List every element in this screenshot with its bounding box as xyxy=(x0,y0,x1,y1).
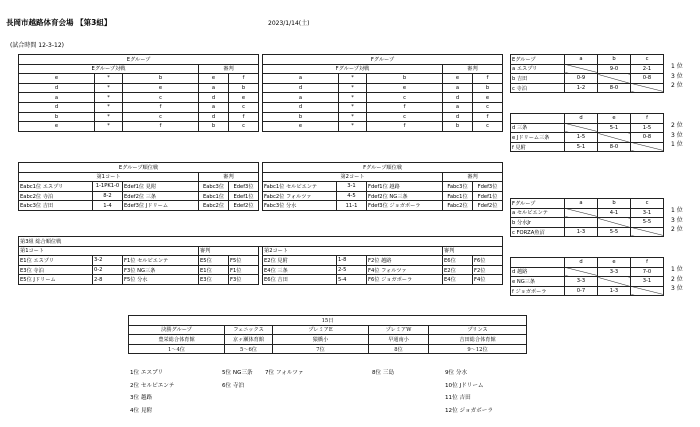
standing-row: b 分水Jr 5-5 xyxy=(511,218,664,228)
standing-row: b 吉田 0-9 0-8 xyxy=(511,74,664,84)
final-rank-item: 7位 フォルツァ xyxy=(265,370,304,376)
time-label: (試合時間 12-3-12) xyxy=(10,42,65,49)
standing-rank: 1 位 xyxy=(671,63,683,70)
group-e-title: Eグループ xyxy=(19,55,259,65)
rank-row: Eabc1位 エスプリ 1-1PK1-0 Edef1位 見附 Eabc3位 Edef3位 xyxy=(19,182,259,192)
standing-rank: 2 位 xyxy=(671,82,683,90)
standing-rank: 3 位 xyxy=(671,216,683,224)
rank-row: Fabc1位 セルピエンテ 3-1 Fdef1位 越路 Fabc3位 Fdef3位 xyxy=(263,182,503,192)
standing-rank: 1 位 xyxy=(671,266,683,273)
standing-row: e NG三条 3-3 3-1 xyxy=(511,277,664,287)
standing-row: c 寺泊 1-2 8-0 xyxy=(511,83,664,93)
final-rank-item: 1位 エスプリ xyxy=(130,370,164,376)
standing-rank: 2 位 xyxy=(671,226,683,234)
group-f-table: Fグループ Fグループ対戦 審判 a * b e f d * e a b a * c d e d * f a c b * c d f e * f b c xyxy=(262,54,503,132)
match-row: d * e a b xyxy=(19,83,259,93)
standings-f2: d e f d 越路 3-3 7-0 e NG三条 3-3 3-1 f ジョガボーラ 0-7 1-3 xyxy=(510,257,664,296)
standing-rank: 1 位 xyxy=(671,141,683,149)
group-e-table: Eグループ Eグループ対戦 審判 e * b e f d * e a b a * c d e d * f a c b * c d f e * f b c xyxy=(18,54,259,132)
standing-rank: 3 位 xyxy=(671,131,683,139)
final-rank-item: 9位 分水 xyxy=(445,370,468,376)
match-row: e * f b c xyxy=(19,122,259,132)
final-rank-item: 5位 NG三条 xyxy=(222,370,253,376)
standing-row: d 三条 5-1 1-5 xyxy=(511,123,664,133)
standing-rank: 2 位 xyxy=(671,122,683,129)
match-row: b * c d f xyxy=(19,112,259,122)
group-f-title: Fグループ xyxy=(263,55,503,65)
standing-rank: 1 位 xyxy=(671,207,683,214)
final-rank-item: 3位 越路 xyxy=(130,395,153,401)
standings-e2: d e f d 三条 5-1 1-5 e Jドリーム三条 1-5 0-8 f 見附 5-1 8-0 xyxy=(510,113,664,152)
overall-row: E1位 エスプリ 3-2 F1位 セルピエンテ E5位 F5位 E2位 見附 1-8 F2位 越路 E6位 F6位 xyxy=(19,256,503,266)
page-title: 長岡市越路体育会場 【第3組】 xyxy=(6,18,112,27)
match-row: b * c d f xyxy=(263,112,503,122)
standing-row: a セルピエンテ 4-1 3-1 xyxy=(511,208,664,218)
rank-row: Fabc3位 分水 11-1 Fdef3位 ジョガボーラ Fabc2位 Fdef2位 xyxy=(263,201,503,211)
final-rank-item: 10位 Jドリーム xyxy=(445,382,484,389)
final-rank-item: 8位 三島 xyxy=(372,370,395,376)
match-row: a * b e f xyxy=(263,74,503,84)
standing-row: f 見附 5-1 8-0 xyxy=(511,142,664,152)
match-row: e * f b c xyxy=(263,122,503,132)
match-row: d * f a c xyxy=(263,102,503,112)
standing-rank: 3 位 xyxy=(671,72,683,80)
rank-row: Fabc2位 フォルツァ 4-5 Fdef2位 NG三条 Fabc1位 Fdef1位 xyxy=(263,191,503,201)
final-rank-item: 12位 ジョガボーラ xyxy=(445,407,493,414)
match-row: a * c d e xyxy=(263,93,503,103)
match-row: d * e a b xyxy=(263,83,503,93)
standing-row: e Jドリーム三条 1-5 0-8 xyxy=(511,133,664,143)
overall-table: 第3組 総合順位戦 第1コート 審判 第2コート 審判 E1位 エスプリ 3-2 F1位 セルピエンテ E5位 F5位 E2位 見附 1-8 F2位 越路 E6位 F6位 E3位 寺泊 0-2 F3位 NG三条 E1位 F1位 E4位 三条 2-5 F4位 フォルツァ E2位 F2位 E5位 Jドリーム 2-8 F5位 分水 E3位 F3位 E6位 吉田 5-4 F6位 ジョガボーラ E4位 F4位 xyxy=(18,236,503,285)
match-row: d * f a c xyxy=(19,102,259,112)
rank-row: Eabc3位 吉田 1-4 Edef3位 Jドリーム Eabc2位 Edef2位 xyxy=(19,201,259,211)
rank-e-table: Eグループ順位戦 第1コート 審判 Eabc1位 エスプリ 1-1PK1-0 Edef1位 見附 Eabc3位 Edef3位 Eabc2位 寺泊 8-2 Edef2位 三条 Eabc1位 Edef1位 Eabc3位 吉田 1-4 Edef3位 Jドリーム Eabc2位 Edef2位 xyxy=(18,162,259,211)
standing-rank: 2 位 xyxy=(671,275,683,283)
match-row: a * c d e xyxy=(19,93,259,103)
final-rank-item: 2位 セルピエンテ xyxy=(130,382,175,389)
standing-rank: 3 位 xyxy=(671,285,683,293)
date-label: 2023/1/14(土) xyxy=(268,20,310,27)
standing-row: c FORZA魚沼 1-3 5-5 xyxy=(511,227,664,237)
rank-row: Eabc2位 寺泊 8-2 Edef2位 三条 Eabc1位 Edef1位 xyxy=(19,191,259,201)
standing-row: a エスプリ 9-0 2-1 xyxy=(511,64,664,74)
final-rank-item: 6位 寺泊 xyxy=(222,382,245,389)
rank-f-table: Fグループ順位戦 第2コート 審判 Fabc1位 セルピエンテ 3-1 Fdef1位 越路 Fabc3位 Fdef3位 Fabc2位 フォルツァ 4-5 Fdef2位 NG三条 Fabc1位 Fdef1位 Fabc3位 分水 11-1 Fdef3位 ジョガボーラ Fabc2位 Fdef2位 xyxy=(262,162,503,211)
standings-f: Fグループ a b c a セルピエンテ 4-1 3-1 b 分水Jr 5-5 c FORZA魚沼 1-3 5-5 xyxy=(510,198,664,237)
final-rank-item: 4位 見附 xyxy=(130,407,153,414)
standing-row: d 越路 3-3 7-0 xyxy=(511,267,664,277)
standings-e: Eグループ a b c a エスプリ 9-0 2-1 b 吉田 0-9 0-8 c 寺泊 1-2 8-0 xyxy=(510,54,664,93)
match-row: e * b e f xyxy=(19,74,259,84)
overall-row: E3位 寺泊 0-2 F3位 NG三条 E1位 F1位 E4位 三条 2-5 F4位 フォルツァ E2位 F2位 xyxy=(19,265,503,275)
day15-table: 15日 決勝グループ フェニックス プレミアE プレミアW プリンス 豊栄総合体育館 京ヶ瀬体育館 猿橋小 早通南小 吉田総合体育館 1～4位 5～6位 7位 8位 9～12位 xyxy=(128,315,527,354)
standing-row: f ジョガボーラ 0-7 1-3 xyxy=(511,286,664,296)
final-rank-item: 11位 吉田 xyxy=(445,395,471,401)
overall-row: E5位 Jドリーム 2-8 F5位 分水 E3位 F3位 E6位 吉田 5-4 F6位 ジョガボーラ E4位 F4位 xyxy=(19,275,503,285)
